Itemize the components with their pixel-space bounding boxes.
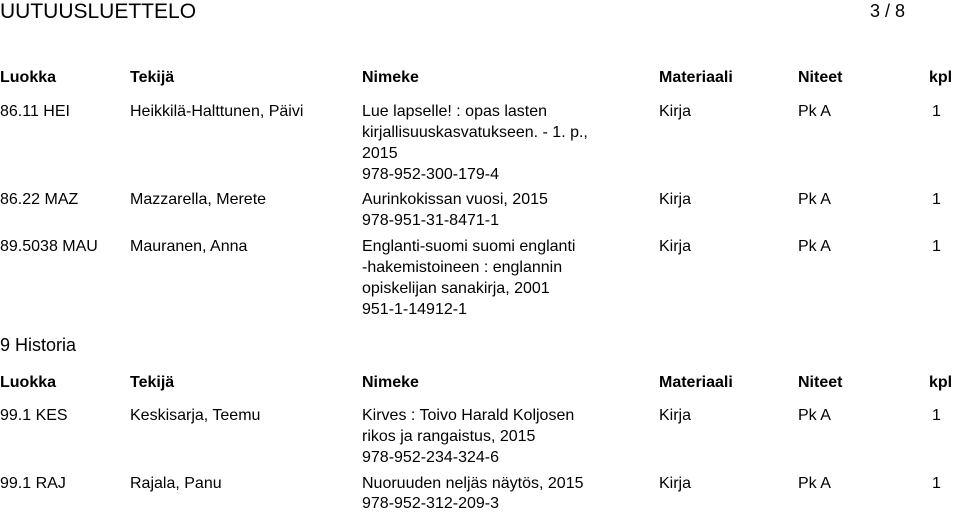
column-header-nimeke: Nimeke	[362, 69, 419, 86]
row-kpl: 1	[932, 475, 941, 492]
column-header-materiaali: Materiaali	[659, 374, 733, 391]
row-materiaali: Kirja	[659, 103, 692, 120]
column-header-kpl: kpl	[929, 374, 953, 391]
row-luokka: 86.11 HEI	[0, 103, 70, 120]
row-niteet: Pk A	[798, 191, 831, 208]
row-tekija: Heikkilä-Halttunen, Päivi	[130, 103, 304, 120]
row-isbn: 978-951-31-8471-1	[362, 212, 499, 229]
row-niteet: Pk A	[798, 407, 831, 424]
row-materiaali: Kirja	[659, 475, 692, 492]
row-materiaali: Kirja	[659, 191, 692, 208]
row-nimeke-line: Nuoruuden neljäs näytös, 2015	[362, 475, 584, 492]
row-niteet: Pk A	[798, 475, 831, 492]
row-kpl: 1	[932, 103, 941, 120]
row-nimeke-line: -hakemistoineen : englannin	[362, 259, 563, 276]
row-nimeke-line: 2015	[362, 145, 398, 162]
row-luokka: 89.5038 MAU	[0, 238, 98, 255]
row-materiaali: Kirja	[659, 238, 692, 255]
row-isbn: 951-1-14912-1	[362, 301, 467, 318]
row-niteet: Pk A	[798, 103, 831, 120]
row-nimeke-line: opiskelijan sanakirja, 2001	[362, 280, 550, 297]
row-isbn: 978-952-234-324-6	[362, 449, 499, 466]
row-luokka: 99.1 KES	[0, 407, 68, 424]
column-header-niteet: Niteet	[798, 374, 843, 391]
page-number: 3 / 8	[870, 1, 906, 21]
column-header-luokka: Luokka	[0, 69, 57, 86]
section-title: 9 Historia	[0, 335, 77, 355]
row-isbn: 978-952-312-209-3	[362, 495, 499, 512]
row-nimeke-line: Kirves : Toivo Harald Koljosen	[362, 407, 575, 424]
column-header-nimeke: Nimeke	[362, 374, 419, 391]
row-kpl: 1	[932, 191, 941, 208]
row-tekija: Rajala, Panu	[130, 475, 222, 492]
row-nimeke-line: Englanti-suomi suomi englanti	[362, 238, 576, 255]
row-luokka: 99.1 RAJ	[0, 475, 66, 492]
row-luokka: 86.22 MAZ	[0, 191, 79, 208]
row-materiaali: Kirja	[659, 407, 692, 424]
page-title: UUTUUSLUETTELO	[0, 0, 197, 23]
row-nimeke-line: kirjallisuuskasvatukseen. - 1. p.,	[362, 124, 588, 141]
column-header-niteet: Niteet	[798, 69, 843, 86]
column-header-tekija: Tekijä	[130, 374, 175, 391]
column-header-materiaali: Materiaali	[659, 69, 733, 86]
column-header-luokka: Luokka	[0, 374, 57, 391]
row-nimeke-line: Aurinkokissan vuosi, 2015	[362, 191, 548, 208]
row-tekija: Mauranen, Anna	[130, 238, 248, 255]
row-isbn: 978-952-300-179-4	[362, 166, 499, 183]
column-header-tekija: Tekijä	[130, 69, 175, 86]
row-nimeke-line: rikos ja rangaistus, 2015	[362, 428, 536, 445]
row-nimeke-line: Lue lapselle! : opas lasten	[362, 103, 548, 120]
column-header-kpl: kpl	[929, 69, 953, 86]
row-niteet: Pk A	[798, 238, 831, 255]
row-kpl: 1	[932, 407, 941, 424]
row-tekija: Keskisarja, Teemu	[130, 407, 261, 424]
row-tekija: Mazzarella, Merete	[130, 191, 267, 208]
row-kpl: 1	[932, 238, 941, 255]
